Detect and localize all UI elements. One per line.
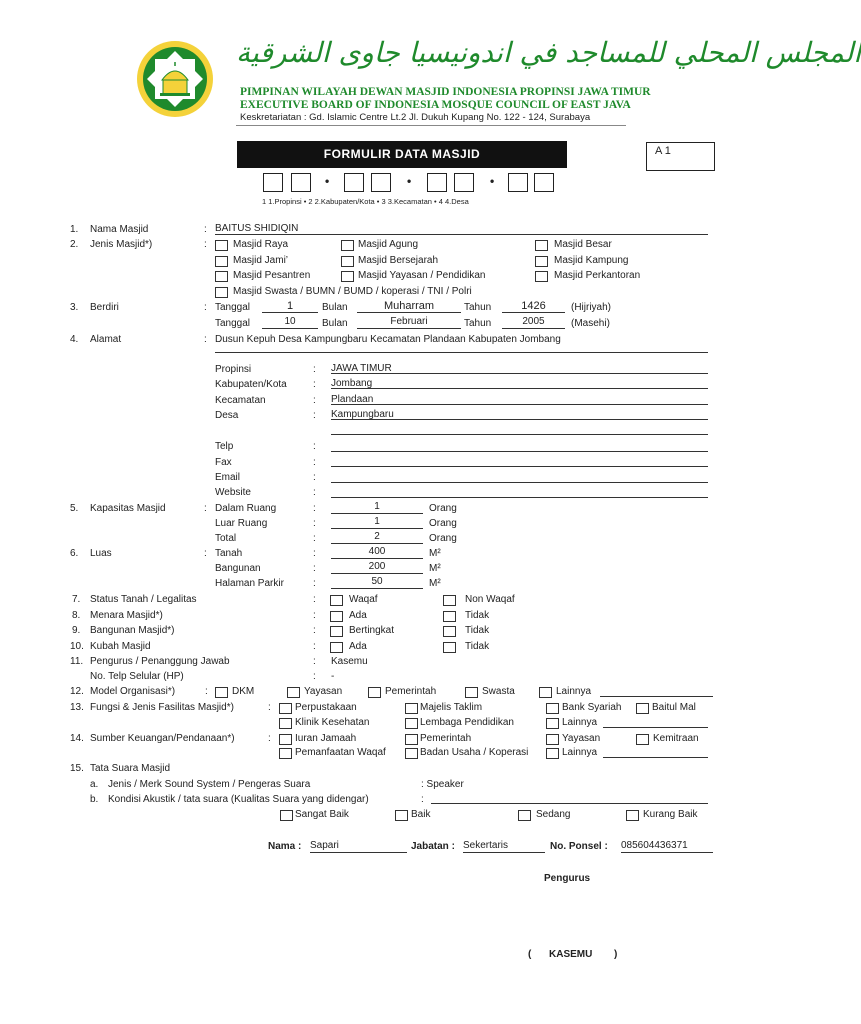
underline [331, 373, 708, 374]
checkbox-masjid-raya[interactable] [215, 240, 228, 251]
field-number: 15. [70, 763, 84, 774]
checkbox-kubah-ada[interactable] [330, 642, 343, 653]
form-code-box [646, 142, 715, 171]
checkbox-masjid-swasta[interactable] [215, 287, 228, 298]
dalam-ruang-label: Dalam Ruang [215, 503, 277, 514]
kondisi-akustik-label: Kondisi Akustik / tata suara (Kualitas Suara yang didengar) [108, 794, 369, 805]
kecamatan-value[interactable]: Plandaan [331, 394, 374, 405]
option-label: Masjid Swasta / BUMN / BUMD / koperasi / TNI / Polri [233, 286, 472, 297]
jabatan-label: Jabatan : [411, 841, 455, 852]
checkbox-perpustakaan[interactable] [279, 703, 292, 714]
underline [215, 234, 708, 235]
field-number: 4. [70, 334, 79, 345]
field-number: 3. [70, 302, 79, 313]
header-address-line: Keskretariatan : Gd. Islamic Centre Lt.2 Jl. Dukuh Kupang No. 122 - 124, Surabaya [240, 112, 591, 123]
unit-m2: M² [429, 563, 441, 574]
bulan-label: Bulan [322, 318, 348, 329]
checkbox-fungsi-lainnya[interactable] [546, 718, 559, 729]
checkbox-majelis-taklim[interactable] [405, 703, 418, 714]
field-label-fungsi: Fungsi & Jenis Fasilitas Masjid*) [90, 702, 234, 713]
checkbox-keu-pemerintah[interactable] [405, 734, 418, 745]
colon: : [204, 503, 207, 514]
form-title: FORMULIR DATA MASJID [237, 141, 567, 168]
colon: : [313, 625, 316, 636]
checkbox-pemanfaatan-waqaf[interactable] [279, 748, 292, 759]
kabupaten-value[interactable]: Jombang [331, 378, 373, 389]
field-number: 2. [70, 239, 79, 250]
colon: : [268, 702, 271, 713]
fax-label: Fax [215, 457, 232, 468]
luar-ruang-value[interactable]: 1 [331, 516, 423, 529]
nama-label: Nama : [268, 841, 302, 852]
council-logo [136, 40, 214, 118]
option-label: DKM [232, 686, 255, 697]
colon: : [313, 410, 316, 421]
masehi-day-value[interactable]: 10 [262, 316, 318, 329]
kondisi-akustik-line[interactable] [431, 803, 708, 804]
field-number: 10. [70, 641, 84, 652]
option-label: Non Waqaf [465, 594, 515, 605]
luar-ruang-label: Luar Ruang [215, 518, 268, 529]
hijri-month-value[interactable]: Muharram [357, 300, 461, 313]
checkbox-non-waqaf[interactable] [443, 595, 456, 606]
sub-item-b: b. [90, 794, 99, 805]
field-label-alamat: Alamat [90, 334, 122, 345]
checkbox-bank-syariah[interactable] [546, 703, 559, 714]
hp-label: No. Telp Selular (HP) [90, 671, 184, 682]
colon: : [313, 578, 316, 589]
checkbox-lembaga-pendidikan[interactable] [405, 718, 418, 729]
tahun-label: Tahun [464, 318, 492, 329]
field-number: 6. [70, 548, 79, 559]
colon: : [313, 533, 316, 544]
website-label: Website [215, 487, 251, 498]
field-label-model-organisasi: Model Organisasi*) [90, 686, 176, 697]
field-label-kubah: Kubah Masjid [90, 641, 151, 652]
option-label: Tidak [465, 610, 490, 621]
field-number: 7. [72, 594, 81, 605]
checkbox-sangat-baik[interactable] [280, 810, 293, 821]
website-input-line[interactable] [331, 497, 708, 498]
checkbox-sedang[interactable] [518, 810, 531, 821]
bangunan-value[interactable]: 200 [331, 561, 423, 574]
checkbox-klinik[interactable] [279, 718, 292, 729]
field-number: 11. [70, 656, 84, 667]
field-number: 12. [70, 686, 84, 697]
tanah-label: Tanah [215, 548, 243, 559]
ponsel-label: No. Ponsel : [550, 841, 608, 852]
checkbox-bertingkat[interactable] [330, 626, 343, 637]
code-box-propinsi-1[interactable] [263, 173, 283, 192]
code-legend: 1 1.Propinsi • 2 2.Kabupaten/Kota • 3 3.Kecamatan • 4 4.Desa [262, 197, 469, 206]
colon: : [204, 224, 207, 235]
option-label: Masjid Agung [358, 239, 419, 250]
field-label-menara: Menara Masjid*) [90, 610, 163, 621]
telp-label: Telp [215, 441, 234, 452]
field-number: 8. [72, 610, 81, 621]
unit-m2: M² [429, 548, 441, 559]
sound-system-value[interactable]: : Speaker [421, 779, 464, 790]
option-label: Swasta [482, 686, 515, 697]
checkbox-dkm[interactable] [215, 687, 228, 698]
field-label-berdiri: Berdiri [90, 302, 119, 313]
checkbox-keu-yayasan[interactable] [546, 734, 559, 745]
colon: : [313, 472, 316, 483]
checkbox-masjid-jami[interactable] [215, 256, 228, 267]
field-number: 5. [70, 503, 79, 514]
option-label: Tidak [465, 641, 490, 652]
pengurus-value[interactable]: Kasemu [331, 656, 368, 667]
checkbox-masjid-yayasan[interactable] [341, 271, 354, 282]
unit-orang: Orang [429, 533, 457, 544]
tanah-value[interactable]: 400 [331, 546, 423, 559]
field-number: 9. [72, 625, 81, 636]
code-box-kecamatan-2[interactable] [454, 173, 474, 192]
option-label: Yayasan [562, 733, 601, 744]
kabupaten-label: Kabupaten/Kota [215, 379, 287, 390]
checkbox-masjid-bersejarah[interactable] [341, 256, 354, 267]
form-code: A 1 [655, 145, 671, 157]
option-label: Badan Usaha / Koperasi [420, 747, 529, 758]
colon: : [204, 334, 207, 345]
colon: : [313, 518, 316, 529]
checkbox-kubah-tidak[interactable] [443, 642, 456, 653]
field-label-jenis-masjid: Jenis Masjid*) [90, 239, 153, 250]
option-label: Masjid Bersejarah [358, 255, 439, 266]
masehi-month-value[interactable]: Februari [357, 316, 461, 329]
code-box-kabupaten-2[interactable] [371, 173, 391, 192]
hp-value[interactable]: - [331, 671, 335, 682]
underline [331, 404, 708, 405]
telp-input-line[interactable] [331, 451, 708, 452]
code-separator: • [490, 174, 495, 188]
option-label: Lainnya [562, 747, 598, 758]
underline [215, 352, 708, 353]
field-label-nama-masjid: Nama Masjid [90, 224, 149, 235]
signature-paren-close: ) [614, 949, 618, 960]
checkbox-keu-lainnya[interactable] [546, 748, 559, 759]
underline [331, 419, 708, 420]
option-label: Bertingkat [349, 625, 395, 636]
total-label: Total [215, 533, 237, 544]
option-label: Masjid Raya [233, 239, 289, 250]
jabatan-value[interactable]: Sekertaris [463, 840, 545, 853]
tanggal-label: Tanggal [215, 302, 251, 313]
fungsi-lainnya-line[interactable] [603, 727, 708, 728]
option-label: Waqaf [349, 594, 378, 605]
propinsi-value[interactable]: JAWA TIMUR [331, 363, 392, 374]
code-box-desa-2[interactable] [534, 173, 554, 192]
header-english-line: EXECUTIVE BOARD OF INDONESIA MOSQUE COUNCIL OF EAST JAVA [240, 99, 631, 111]
field-label-tata-suara: Tata Suara Masjid [90, 763, 171, 774]
header-divider [236, 125, 626, 126]
checkbox-masjid-agung[interactable] [341, 240, 354, 251]
masehi-note: (Masehi) [571, 318, 610, 329]
option-label: Lainnya [556, 686, 592, 697]
option-label: Pemerintah [385, 686, 437, 697]
checkbox-bangunan-tidak[interactable] [443, 626, 456, 637]
checkbox-masjid-besar[interactable] [535, 240, 548, 251]
option-label: Pemerintah [420, 733, 472, 744]
colon: : [313, 671, 316, 682]
colon: : [313, 548, 316, 559]
nama-masjid-value[interactable]: BAITUS SHIDIQIN [215, 223, 299, 234]
option-label: Baitul Mal [652, 702, 696, 713]
option-label: Yayasan [304, 686, 343, 697]
field-number: 1. [70, 224, 79, 235]
colon: : [204, 239, 207, 250]
kecamatan-label: Kecamatan [215, 395, 266, 406]
checkbox-masjid-kampung[interactable] [535, 256, 548, 267]
checkbox-menara-ada[interactable] [330, 611, 343, 622]
option-label: Pemanfaatan Waqaf [295, 747, 386, 758]
field-label-luas: Luas [90, 548, 112, 559]
colon: : [313, 503, 316, 514]
option-label: Masjid Kampung [554, 255, 629, 266]
code-box-kabupaten-1[interactable] [344, 173, 364, 192]
hijri-note: (Hijriyah) [571, 302, 611, 313]
field-label-bangunan: Bangunan Masjid*) [90, 625, 175, 636]
checkbox-badan-usaha[interactable] [405, 748, 418, 759]
option-label: Masjid Yayasan / Pendidikan [358, 270, 486, 281]
colon: : [313, 379, 316, 390]
hijri-year-value[interactable]: 1426 [502, 300, 565, 313]
option-label: Masjid Pesantren [233, 270, 311, 281]
unit-orang: Orang [429, 503, 457, 514]
option-label: Kurang Baik [643, 809, 698, 820]
checkbox-waqaf[interactable] [330, 595, 343, 606]
colon: : [204, 548, 207, 559]
dalam-ruang-value[interactable]: 1 [331, 501, 423, 514]
colon: : [313, 641, 316, 652]
code-box-desa-1[interactable] [508, 173, 528, 192]
checkbox-menara-tidak[interactable] [443, 611, 456, 622]
field-label-kapasitas: Kapasitas Masjid [90, 503, 166, 514]
checkbox-baitul-mal[interactable] [636, 703, 649, 714]
option-label: Masjid Perkantoran [554, 270, 641, 281]
ponsel-value[interactable]: 085604436371 [621, 840, 713, 853]
option-label: Baik [411, 809, 431, 820]
bangunan-label: Bangunan [215, 563, 261, 574]
colon: : [313, 457, 316, 468]
code-box-kecamatan-1[interactable] [427, 173, 447, 192]
colon: : [313, 656, 316, 667]
colon: : [313, 594, 316, 605]
lainnya-input-line[interactable] [600, 696, 713, 697]
tanggal-label: Tanggal [215, 318, 251, 329]
option-label: Sedang [536, 809, 571, 820]
sub-item-a: a. [90, 779, 99, 790]
field-number: 14. [70, 733, 84, 744]
field-label-sumber-keuangan: Sumber Keuangan/Pendanaan*) [90, 733, 235, 744]
desa-value[interactable]: Kampungbaru [331, 409, 394, 420]
code-box-propinsi-2[interactable] [291, 173, 311, 192]
unit-m2: M² [429, 578, 441, 589]
option-label: Kemitraan [653, 733, 699, 744]
underline [331, 434, 708, 435]
option-label: Masjid Besar [554, 239, 612, 250]
sound-system-label: Jenis / Merk Sound System / Pengeras Suara [108, 779, 311, 790]
checkbox-kurang-baik[interactable] [626, 810, 639, 821]
option-label: Tidak [465, 625, 490, 636]
unit-orang: Orang [429, 518, 457, 529]
option-label: Lembaga Pendidikan [420, 717, 514, 728]
signatory-name: KASEMU [549, 949, 593, 960]
keu-lainnya-line[interactable] [603, 757, 708, 758]
masehi-year-value[interactable]: 2005 [502, 316, 565, 329]
fax-input-line[interactable] [331, 466, 708, 467]
option-label: Klinik Kesehatan [295, 717, 370, 728]
checkbox-masjid-pesantren[interactable] [215, 271, 228, 282]
propinsi-label: Propinsi [215, 364, 252, 375]
option-label: Majelis Taklim [420, 702, 483, 713]
code-separator: • [407, 174, 412, 188]
option-label: Lainnya [562, 717, 598, 728]
email-label: Email [215, 472, 241, 483]
colon: : [421, 794, 424, 805]
email-input-line[interactable] [331, 482, 708, 483]
field-number: 13. [70, 702, 84, 713]
option-label: Perpustakaan [295, 702, 357, 713]
bulan-label: Bulan [322, 302, 348, 313]
checkbox-kemitraan[interactable] [636, 734, 649, 745]
option-label: Bank Syariah [562, 702, 622, 713]
tahun-label: Tahun [464, 302, 492, 313]
checkbox-yayasan[interactable] [287, 687, 300, 698]
checkbox-lainnya[interactable] [539, 687, 552, 698]
nama-value[interactable]: Sapari [310, 840, 407, 853]
field-label-pengurus: Pengurus / Penanggung Jawab [90, 656, 230, 667]
checkbox-swasta[interactable] [465, 687, 478, 698]
option-label: Ada [349, 641, 367, 652]
colon: : [313, 395, 316, 406]
code-separator: • [325, 174, 330, 188]
arabic-header-title: المجلس المحلي للمساجد في اندونيسيا جاوى الشرقية [236, 36, 861, 69]
colon: : [313, 364, 316, 375]
signature-paren-open: ( [528, 949, 532, 960]
colon: : [313, 563, 316, 574]
colon: : [313, 610, 316, 621]
colon: : [313, 441, 316, 452]
hijri-day-value[interactable]: 1 [262, 300, 318, 313]
checkbox-baik[interactable] [395, 810, 408, 821]
total-value[interactable]: 2 [331, 531, 423, 544]
checkbox-iuran-jamaah[interactable] [279, 734, 292, 745]
signatory-role: Pengurus [544, 873, 591, 884]
colon: : [268, 733, 271, 744]
alamat-value[interactable]: Dusun Kepuh Desa Kampungbaru Kecamatan Plandaan Kabupaten Jombang [215, 334, 561, 345]
desa-label: Desa [215, 410, 239, 421]
header-organization-line: PIMPINAN WILAYAH DEWAN MASJID INDONESIA PROPINSI JAWA TIMUR [240, 86, 651, 98]
field-label-status-tanah: Status Tanah / Legalitas [90, 594, 197, 605]
colon: : [204, 302, 207, 313]
halaman-parkir-value[interactable]: 50 [331, 576, 423, 589]
colon: : [313, 487, 316, 498]
option-label: Iuran Jamaah [295, 733, 357, 744]
underline [331, 388, 708, 389]
option-label: Ada [349, 610, 367, 621]
option-label: Sangat Baik [295, 809, 349, 820]
halaman-parkir-label: Halaman Parkir [215, 578, 284, 589]
colon: : [205, 686, 208, 697]
option-label: Masjid Jami’ [233, 255, 289, 266]
checkbox-masjid-perkantoran[interactable] [535, 271, 548, 282]
checkbox-pemerintah[interactable] [368, 687, 381, 698]
